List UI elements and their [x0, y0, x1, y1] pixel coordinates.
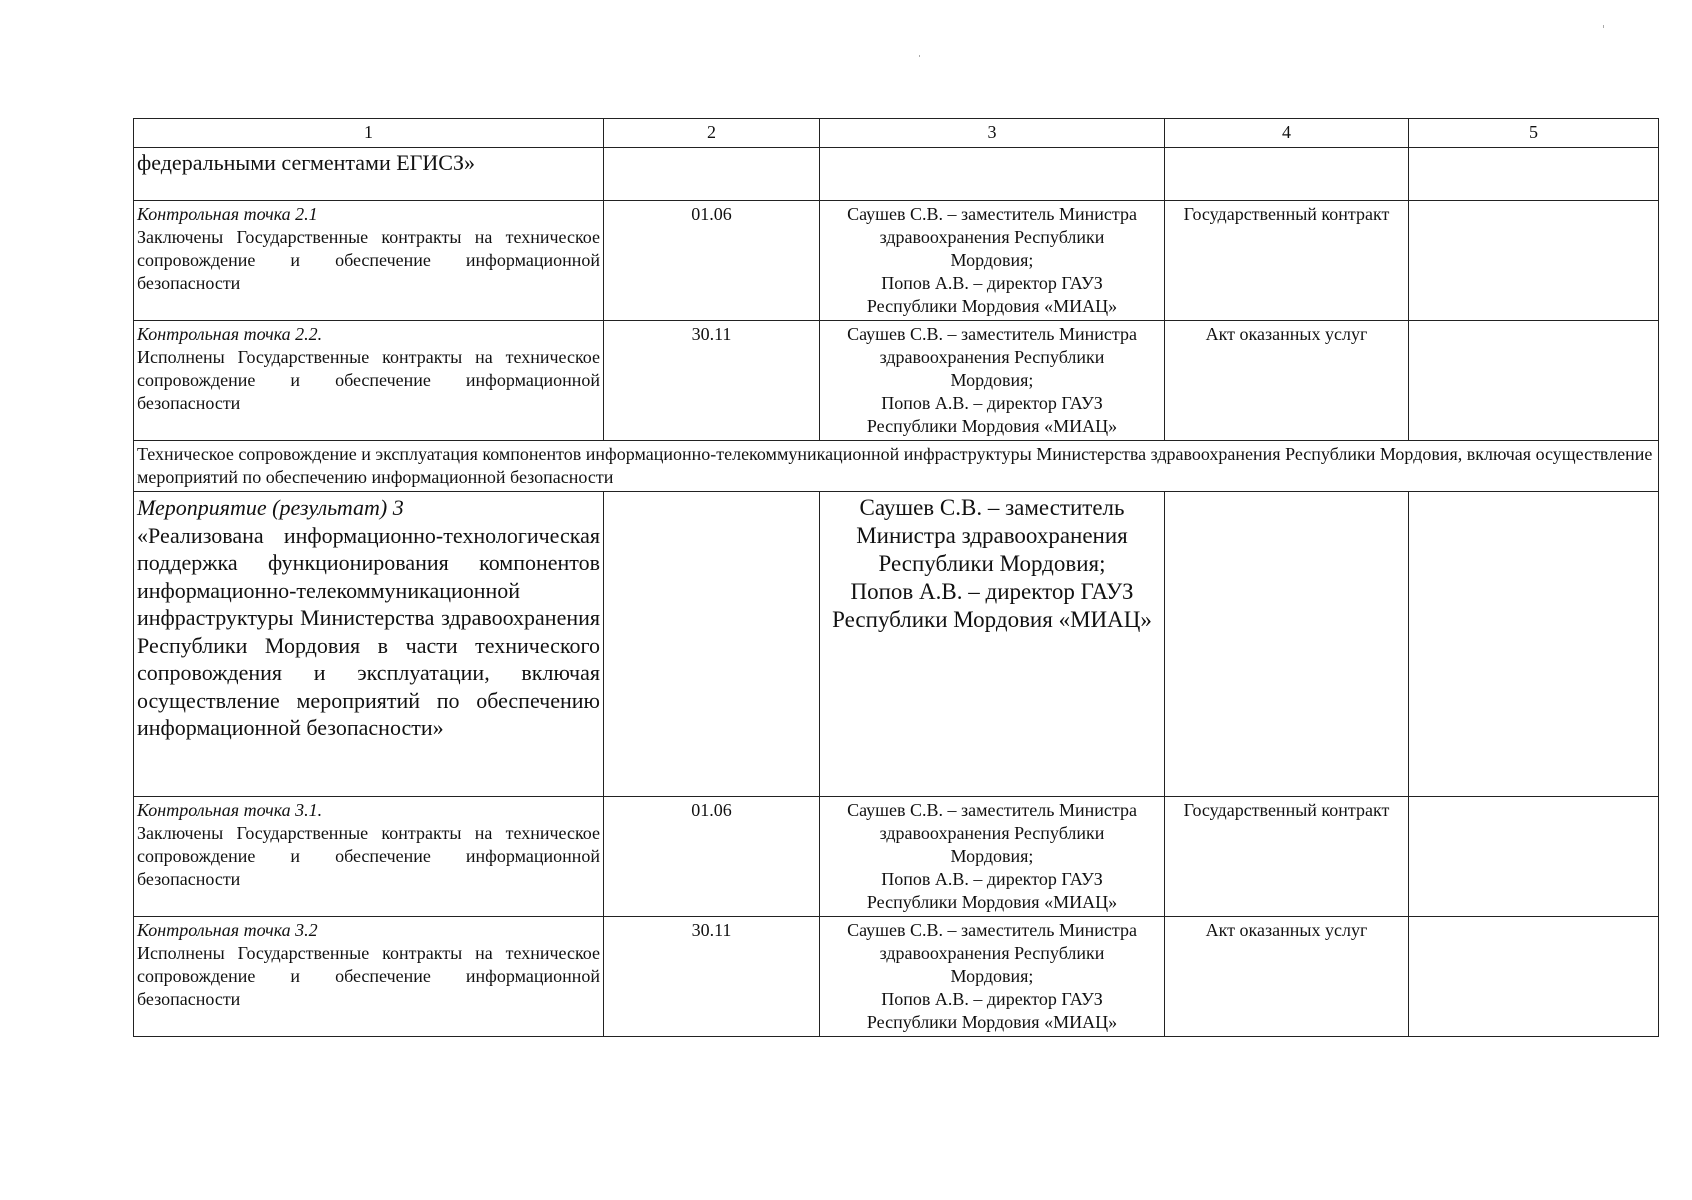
- checkpoint-text: Заключены Государственные контракты на техническое сопровождение и обеспечение информационной безопасности: [137, 227, 600, 293]
- responsible-line: Республики Мордовия «МИАЦ»: [866, 892, 1118, 912]
- checkpoint-date: 30.11: [604, 321, 820, 441]
- event-text: «Реализована информационно-технологическая поддержка функционирования компонентов информационно-телекоммуникационной инфраструктуры Министерства здравоохранения Республики Мордовия в части технического сопровождения и эксплуатации, включая осуществление мероприятий по обеспечению информационной безопасности»: [137, 522, 600, 740]
- responsible-line: Саушев С.В. – заместитель Министра: [847, 920, 1137, 940]
- header-cell-4: 4: [1165, 119, 1409, 148]
- responsible-line: Республики Мордовия «МИАЦ»: [866, 1012, 1118, 1032]
- responsible-line: Попов А.В. – директор ГАУЗ: [881, 989, 1103, 1009]
- checkpoint-col5: [1409, 321, 1659, 441]
- first-row-date: [604, 148, 820, 201]
- responsible-line: Попов А.В. – директор ГАУЗ: [850, 579, 1134, 604]
- responsible-line: здравоохранения Республики: [879, 347, 1105, 367]
- table-row: [134, 917, 1659, 1037]
- section-row: [134, 441, 1659, 492]
- responsible-line: Попов А.В. – директор ГАУЗ: [881, 273, 1103, 293]
- checkpoint-responsible: [820, 321, 1165, 441]
- checkpoint-responsible: [820, 201, 1165, 321]
- first-row-col5: [1409, 148, 1659, 201]
- responsible-line: Республики Мордовия;: [878, 551, 1106, 576]
- checkpoint-title: Контрольная точка 2.1: [137, 204, 318, 224]
- first-row-responsible: [820, 148, 1165, 201]
- responsible-line: Республики Мордовия «МИАЦ»: [866, 416, 1118, 436]
- checkpoint-text: Заключены Государственные контракты на техническое сопровождение и обеспечение информационной безопасности: [137, 823, 600, 889]
- responsible-line: здравоохранения Республики: [879, 823, 1105, 843]
- responsible-line: Саушев С.В. – заместитель Министра: [847, 800, 1137, 820]
- event-title: Мероприятие (результат) 3: [137, 495, 404, 520]
- header-cell-2: 2: [604, 119, 820, 148]
- checkpoint-result: Акт оказанных услуг: [1165, 321, 1409, 441]
- checkpoint-title: Контрольная точка 3.1.: [137, 800, 323, 820]
- first-row-result: [1165, 148, 1409, 201]
- scan-mark: [919, 55, 920, 57]
- header-cell-5: 5: [1409, 119, 1659, 148]
- checkpoint-date: 01.06: [604, 201, 820, 321]
- checkpoint-col5: [1409, 797, 1659, 917]
- responsible-line: Мордовия;: [950, 966, 1034, 986]
- checkpoint-result: Государственный контракт: [1165, 201, 1409, 321]
- event-row: [134, 492, 1659, 797]
- responsible-line: здравоохранения Республики: [879, 227, 1105, 247]
- checkpoint-date: 01.06: [604, 797, 820, 917]
- checkpoint-responsible: [820, 917, 1165, 1037]
- scan-mark: [1603, 25, 1604, 28]
- event-responsible: [820, 492, 1165, 797]
- plan-table: [133, 118, 1659, 1037]
- checkpoint-cell: [134, 797, 604, 917]
- checkpoint-responsible: [820, 797, 1165, 917]
- header-cell-3: 3: [820, 119, 1165, 148]
- responsible-line: Мордовия;: [950, 846, 1034, 866]
- first-row-text: федеральными сегментами ЕГИСЗ»: [134, 148, 604, 201]
- checkpoint-result: Акт оказанных услуг: [1165, 917, 1409, 1037]
- responsible-line: Мордовия;: [950, 370, 1034, 390]
- responsible-line: Республики Мордовия «МИАЦ»: [832, 607, 1152, 632]
- checkpoint-title: Контрольная точка 2.2.: [137, 324, 323, 344]
- event-cell: [134, 492, 604, 797]
- responsible-line: Попов А.В. – директор ГАУЗ: [881, 393, 1103, 413]
- checkpoint-result: Государственный контракт: [1165, 797, 1409, 917]
- responsible-line: Саушев С.В. – заместитель: [859, 495, 1125, 520]
- responsible-line: Саушев С.В. – заместитель Министра: [847, 324, 1137, 344]
- table-row: [134, 797, 1659, 917]
- table-row: [134, 201, 1659, 321]
- checkpoint-text: Исполнены Государственные контракты на техническое сопровождение и обеспечение информационной безопасности: [137, 347, 600, 413]
- responsible-line: Мордовия;: [950, 250, 1034, 270]
- document-page: [133, 118, 1658, 1037]
- event-col5: [1409, 492, 1659, 797]
- section-title: Техническое сопровождение и эксплуатация компонентов информационно-телекоммуникационной инфраструктуры Министерства здравоохранения Республики Мордовия, включая осуществление мероприятий по обеспечению информационной безопасности: [134, 441, 1659, 492]
- responsible-line: Республики Мордовия «МИАЦ»: [866, 296, 1118, 316]
- checkpoint-cell: [134, 321, 604, 441]
- checkpoint-col5: [1409, 201, 1659, 321]
- checkpoint-title: Контрольная точка 3.2: [137, 920, 318, 940]
- responsible-line: Саушев С.В. – заместитель Министра: [847, 204, 1137, 224]
- event-result: [1165, 492, 1409, 797]
- responsible-line: здравоохранения Республики: [879, 943, 1105, 963]
- responsible-line: Министра здравоохранения: [856, 523, 1128, 548]
- checkpoint-cell: [134, 917, 604, 1037]
- header-cell-1: 1: [134, 119, 604, 148]
- checkpoint-date: 30.11: [604, 917, 820, 1037]
- table-row: [134, 321, 1659, 441]
- responsible-line: Попов А.В. – директор ГАУЗ: [881, 869, 1103, 889]
- event-date: [604, 492, 820, 797]
- table-row: [134, 148, 1659, 201]
- checkpoint-col5: [1409, 917, 1659, 1037]
- header-row: [134, 119, 1659, 148]
- checkpoint-text: Исполнены Государственные контракты на техническое сопровождение и обеспечение информационной безопасности: [137, 943, 600, 1009]
- checkpoint-cell: [134, 201, 604, 321]
